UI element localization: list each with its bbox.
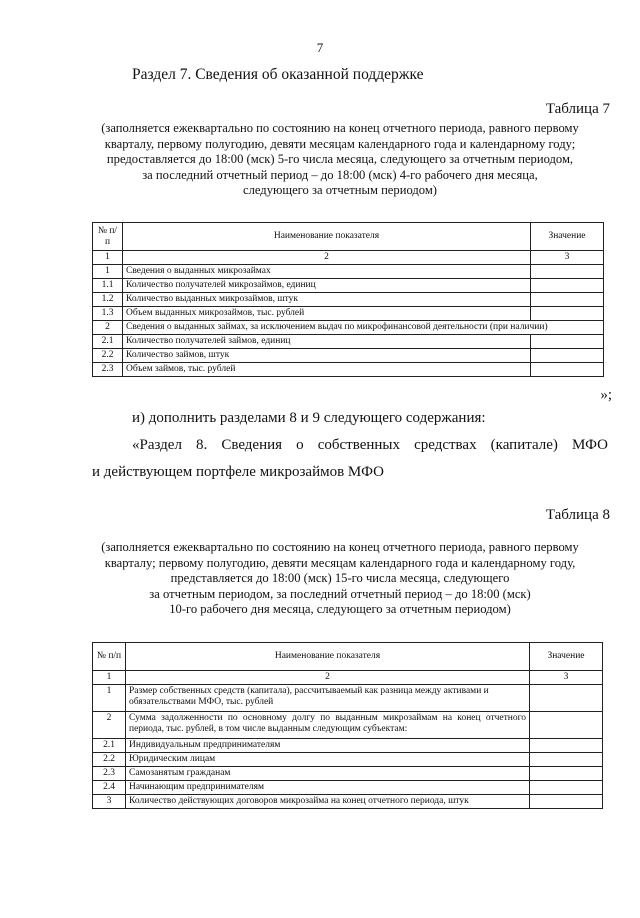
- header-num: № п/п: [93, 223, 123, 251]
- row-num: 3: [93, 795, 126, 809]
- table-row: [93, 767, 603, 781]
- table-row: [93, 781, 603, 795]
- table-row: [93, 321, 604, 335]
- row-value: [530, 685, 603, 712]
- note-line: 10-го рабочего дня месяца, следующего за отчетным периодом): [169, 602, 511, 616]
- table-row: [93, 307, 604, 321]
- table-row: [93, 279, 604, 293]
- row-value: [531, 265, 604, 279]
- table-row: [93, 753, 603, 767]
- table-row: [93, 349, 604, 363]
- col-number: 3: [531, 251, 604, 265]
- row-value: [531, 293, 604, 307]
- row-name: Сумма задолженности по основному долгу по выданным микрозаймам на конец отчетного периода, тыс. рублей, в том числе выданным следующим субъектам:: [126, 712, 530, 739]
- column-number-row: [93, 251, 604, 265]
- closing-quote-mark: »;: [600, 387, 612, 403]
- table-8-note: [60, 540, 620, 618]
- row-value: [531, 363, 604, 377]
- row-name: Количество получателей займов, единиц: [123, 335, 531, 349]
- row-value: [530, 795, 603, 809]
- row-value: [530, 712, 603, 739]
- col-number: 3: [530, 671, 603, 685]
- note-line: за последний отчетный период – до 18:00 (мск) 4-го рабочего дня месяца,: [142, 167, 538, 182]
- col-number: 1: [93, 671, 126, 685]
- table-header-row: [93, 643, 603, 671]
- table-row: [93, 335, 604, 349]
- note-line: за отчетным периодом, за последний отчетный период – до 18:00 (мск): [149, 586, 531, 601]
- row-name: Юридическим лицам: [126, 753, 530, 767]
- table-row: [93, 363, 604, 377]
- row-num: 2.4: [93, 781, 126, 795]
- row-num: 1.3: [93, 307, 123, 321]
- header-value: Значение: [530, 643, 603, 671]
- row-name: Количество займов, штук: [123, 349, 531, 363]
- row-value: [530, 781, 603, 795]
- row-num: 2.3: [93, 363, 123, 377]
- table-7-label: Таблица 7: [545, 101, 610, 117]
- row-name: Размер собственных средств (капитала), рассчитываемый как разница между активами и обязательствами МФО, тыс. рублей: [126, 685, 530, 712]
- row-num: 2.1: [93, 739, 126, 753]
- row-value: [530, 767, 603, 781]
- table-7-note: [60, 121, 620, 199]
- row-num: 2: [93, 321, 123, 335]
- row-name: Сведения о выданных микрозаймах: [123, 265, 531, 279]
- row-value: [531, 307, 604, 321]
- header-name: Наименование показателя: [126, 643, 530, 671]
- note-line: (заполняется ежеквартально по состоянию на конец отчетного периода, равного первому: [101, 121, 579, 135]
- row-name: Объем выданных микрозаймов, тыс. рублей: [123, 307, 531, 321]
- row-value: [531, 335, 604, 349]
- table-row: [93, 712, 603, 739]
- table-row: [93, 685, 603, 712]
- row-value: [530, 753, 603, 767]
- table-row: [93, 293, 604, 307]
- row-name: Количество выданных микрозаймов, штук: [123, 293, 531, 307]
- row-value: [530, 739, 603, 753]
- note-line: кварталу, первому полугодию, девяти месяцам календарного года и календарному году;: [104, 136, 576, 151]
- row-num: 2.1: [93, 335, 123, 349]
- row-num: 1: [93, 685, 126, 712]
- row-value: [531, 349, 604, 363]
- row-num: 1: [93, 265, 123, 279]
- col-number: 2: [126, 671, 530, 685]
- row-value: [531, 279, 604, 293]
- table-row: [93, 795, 603, 809]
- header-num: № п/п: [93, 643, 126, 671]
- col-number: 1: [93, 251, 123, 265]
- row-name: Индивидуальным предпринимателям: [126, 739, 530, 753]
- page-number: 7: [316, 40, 324, 55]
- row-num: 2.2: [93, 753, 126, 767]
- row-name: Объем займов, тыс. рублей: [123, 363, 531, 377]
- table-row: [93, 739, 603, 753]
- note-line: кварталу; первому полугодию, девяти месяцам календарного года и календарному году,: [104, 555, 576, 570]
- row-name: Количество действующих договоров микрозайма на конец отчетного периода, штук: [126, 795, 530, 809]
- table-header-row: [93, 223, 604, 251]
- row-num: 2.3: [93, 767, 126, 781]
- col-number: 2: [123, 251, 531, 265]
- section-8-title-line-2: и действующем портфеле микрозаймов МФО: [92, 464, 384, 480]
- table-8-label: Таблица 8: [545, 507, 610, 523]
- section-7-title: Раздел 7. Сведения об оказанной поддержке: [132, 66, 424, 83]
- table-8: [92, 642, 603, 809]
- note-line: представляется до 18:00 (мск) 15-го числа месяца, следующего: [170, 571, 510, 585]
- row-num: 2: [93, 712, 126, 739]
- row-name: Начинающим предпринимателям: [126, 781, 530, 795]
- header-value: Значение: [531, 223, 604, 251]
- row-num: 2.2: [93, 349, 123, 363]
- row-name: Сведения о выданных займах, за исключением выдач по микрофинансовой деятельности (при наличии): [123, 321, 604, 335]
- table-7: [92, 222, 604, 377]
- row-num: 1.1: [93, 279, 123, 293]
- paragraph-i: и) дополнить разделами 8 и 9 следующего содержания:: [132, 410, 486, 426]
- row-name: Количество получателей микрозаймов, единиц: [123, 279, 531, 293]
- note-line: следующего за отчетным периодом): [242, 183, 438, 197]
- note-line: предоставляется до 18:00 (мск) 5-го числа месяца, следующего за отчетным периодом,: [106, 152, 574, 166]
- note-line: (заполняется ежеквартально по состоянию на конец отчетного периода, равного первому: [101, 540, 579, 554]
- table-row: [93, 265, 604, 279]
- row-name: Самозанятым гражданам: [126, 767, 530, 781]
- column-number-row: [93, 671, 603, 685]
- row-num: 1.2: [93, 293, 123, 307]
- header-name: Наименование показателя: [123, 223, 531, 251]
- section-8-title-line-1: «Раздел 8. Сведения о собственных средствах (капитале) МФО: [132, 437, 608, 453]
